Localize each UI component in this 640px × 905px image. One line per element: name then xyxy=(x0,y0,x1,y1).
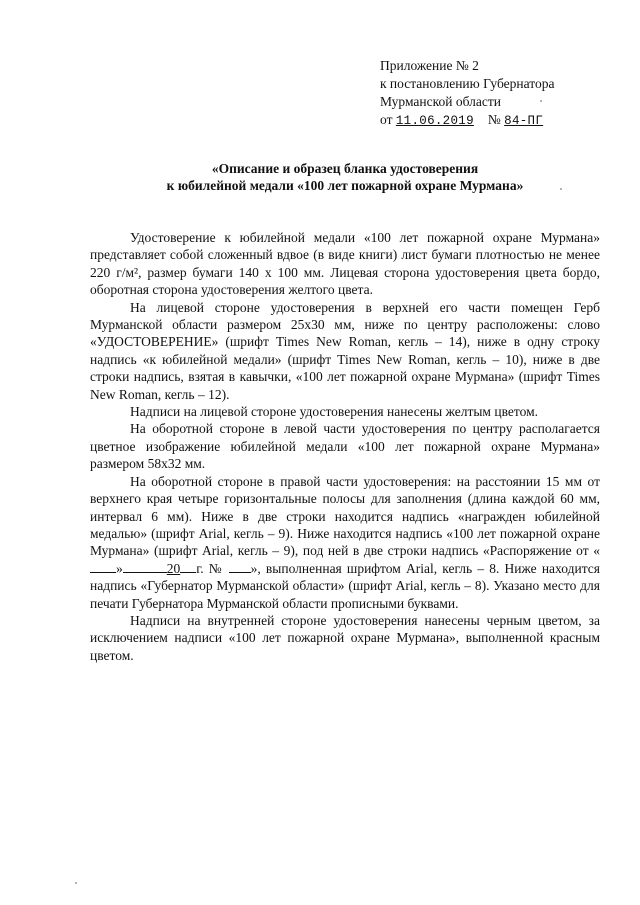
paragraph-5-part-a: На оборотной стороне в правой части удостоверения: на расстоянии 15 мм от верхнего края четыре горизонтальные полосы для заполнения (длина каждой 60 мм, интервал 6 мм). Ниже в две строки находится надпись «награжден юбилейной медалью» (шрифт Arial, кегль – 9). Ниже находится надпись «100 лет пожарной охране Мурмана» (шрифт Arial, кегль – 9), под ней в две строки надпись «Распоряжение от « xyxy=(90,473,600,559)
month-blank xyxy=(123,560,167,573)
paragraph-5-part-d: г. № xyxy=(196,560,224,576)
appendix-title: Приложение № 2 xyxy=(380,58,479,73)
date-value: 11.06.2019 xyxy=(395,114,474,128)
day-blank xyxy=(90,560,116,573)
paragraph-5-part-c: 20 xyxy=(166,560,181,576)
scan-speck xyxy=(560,188,562,190)
appendix-header xyxy=(380,57,610,130)
document-body xyxy=(90,229,600,664)
paragraph-6: Надписи на внутренней стороне удостоверения нанесены черным цветом, за исключением надписи «100 лет пожарной охране Мурмана», выполненной красным цветом. xyxy=(90,612,600,663)
paragraph-5-part-b: » xyxy=(116,560,123,576)
date-prefix: от xyxy=(380,112,393,127)
paragraph-5 xyxy=(90,473,600,612)
heading-line-1: «Описание и образец бланка удостоверения xyxy=(211,161,479,176)
heading-line-2: к юбилейной медали «100 лет пожарной охране Мурмана» xyxy=(166,178,524,193)
scan-speck xyxy=(540,100,542,102)
number-value: 84-ПГ xyxy=(504,114,544,128)
paragraph-5-part-e: », выполненная шрифтом Arial, кегль – 8. Ниже находится надпись «Губернатор Мурманской области» (шрифт Arial, кегль – 8). Указано место для печати Губернатора Мурманской области прописными буквами. xyxy=(90,560,600,611)
appendix-decree: к постановлению Губернатора xyxy=(380,76,555,91)
document-heading xyxy=(90,160,600,194)
paragraph-2: На лицевой стороне удостоверения в верхней его части помещен Герб Мурманской области размером 25х30 мм, ниже по центру расположены: слово «УДОСТОВЕРЕНИЕ» (шрифт Times New Roman, кегль – 14), ниже в одну строку надпись «к юбилейной медали» (шрифт Times New Roman, кегль – 10), ниже в две строки надпись, взятая в кавычки, «100 лет пожарной охране Мурмана» (шрифт Times New Roman, кегль – 12). xyxy=(90,299,600,402)
appendix-date-line xyxy=(380,111,610,130)
year-blank xyxy=(180,560,196,573)
paragraph-4: На оборотной стороне в левой части удостоверения по центру располагается цветное изображение юбилейной медали «100 лет пожарной охране Мурмана» размером 58х32 мм. xyxy=(90,421,600,472)
paragraph-3: Надписи на лицевой стороне удостоверения нанесены желтым цветом. xyxy=(130,404,538,420)
number-blank xyxy=(229,560,251,573)
number-prefix: № xyxy=(487,112,501,127)
appendix-region: Мурманской области xyxy=(380,94,501,109)
paragraph-1: Удостоверение к юбилейной медали «100 лет пожарной охране Мурмана» представляет собой сложенный вдвое (в виде книги) лист бумаги плотностью не менее 220 г/м², размер бумаги 140 х 100 мм. Лицевая сторона удостоверения цвета бордо, оборотная сторона удостоверения желтого цвета. xyxy=(90,230,600,298)
scan-speck xyxy=(75,882,77,884)
